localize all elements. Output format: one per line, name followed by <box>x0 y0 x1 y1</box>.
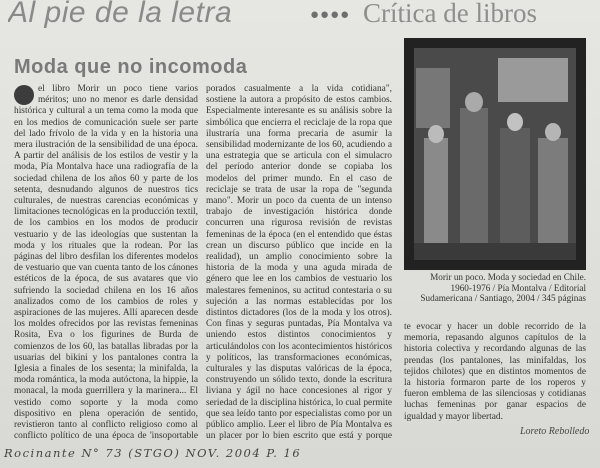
column-1-text: el libro Morir un poco tiene varios méritos; uno no menor es darle densidad histórica y cultural a un tema como la moda que en los medios de comunicación suele ser parte del lado frívolo de la vida y en la historia una mera ilustración de la sensibilidad de una época. A partir del análisis de los estilos de vestir y la moda, Pía Montalva hace una radiografía de la sociedad chilena de los años 60 y parte de los setenta, desnudando algunos de nuestros tics culturales, de nuestras carencias económicas y limitaciones tecnológicas en la producción textil, de los cambios en los modos de producir vestuario y de las ideologías que sustentan la moda y los rituales que la rodean. Por las páginas del libro desfilan los diferentes modelos de vestuario que van cuenta tanto de los cánones estéticos de la época, de sus avatares que vio sufriendo la sociedad chilena en los 16 años analizados como de los cambios de roles y aspiraciones de las mujeres. Allí aparecen desde los moldes ofrecidos por las revistas femeninas Rosita, Eva o los figurines de Burda de comienzos de los 60, las batallas libradas por la usuarias del bikini y los pantalones contra la Iglesia a finales de los sesenta; la minifalda, la moda romántica, la moda autóctona, la hippie, la monacal, la moda guerrillera y la marinera... El vestido como soporte y la moda como dispositivo en plena operación de sentido, revistieron tanto al conflicto religioso como al conflicto político de una época de 'insoportable <box>14 84 198 442</box>
article-column-2 <box>206 84 392 442</box>
section-header <box>8 0 598 34</box>
book-cover-image <box>404 38 586 270</box>
article-title: Moda que no incomoda <box>14 56 248 78</box>
book-cover-photo <box>404 38 586 270</box>
column-2-text: porados casualmente a la vida cotidiana", sostiene la autora a propósito de estos cambios. Especialmente interesante es su análisis sobre la simbólica que encierra el reciclaje de la ropa que ilustraría una forma precaria de asumir la sensibilidad modernizante de los 60, acudiendo a una estrategia que se articula con el simulacro del período anterior donde se copiaba los modelos del primer mundo. En el caso de reciclaje se trata de usar la ropa de "segunda mano". Morir un poco da cuenta de un intenso trabajo de investigación histórica donde concurren una rigurosa revisión de revistas femeninas de la época (en el entendido que éstas crean un discurso público que incide en la realidad), un amplio conocimiento sobre la historia de la moda y una aguda mirada de género que lee en los cambios de vestuario los malestares femeninos, su actitud contestaria o su sujeción a las normas establecidas por los distintos dictadores (los de la moda y los otros). Con finas y seguras puntadas, Pía Montalva va uniendo estos distintos conocimientos y articulándolos con los acontecimientos históricos y políticos, las transformaciones económicas, culturales y las disputas valóricas de la época, construyendo un sólido texto, donde la escritura liviana y ágil no hace concesiones al rigor y seriedad de la disciplina histórica, lo cual permite que sea leído tanto por especialistas como por un público amplio. Leer el libro de Pía Montalva es un placer por lo bien escrito que está y porque <box>206 84 392 442</box>
handwritten-source-note: Rocinante N° 73 (STGO) NOV. 2004 P. 16 <box>4 446 302 460</box>
photo-caption: Morir un poco. Moda y sociedad en Chile. 1960-1976 / Pía Montalva / Editorial Sudamericana / Santiago, 2004 / 345 páginas <box>420 272 586 303</box>
article-column-1 <box>14 84 198 442</box>
author-signature: Loreto Rebolledo <box>520 426 590 437</box>
separator-dots: ●●●● <box>310 6 351 23</box>
drop-cap-icon <box>14 85 34 105</box>
article-column-3 <box>404 322 586 422</box>
column-3-text: te evocar y hacer un doble recorrido de la memoria, repasando algunos capítulos de la historia colectiva y recordando algunas de las prendas (los pantalones, las minifaldas, los tejidos chilotes) que en distintos momentos de la historia formaron parte de los roperos y fueron emblema de las silenciosas y cotidianas luchas femeninas por ganar espacios de igualdad y mayor libertad. <box>404 322 586 422</box>
section-name: Al pie de la letra <box>8 0 233 29</box>
section-subtitle: Crítica de libros <box>363 0 537 28</box>
